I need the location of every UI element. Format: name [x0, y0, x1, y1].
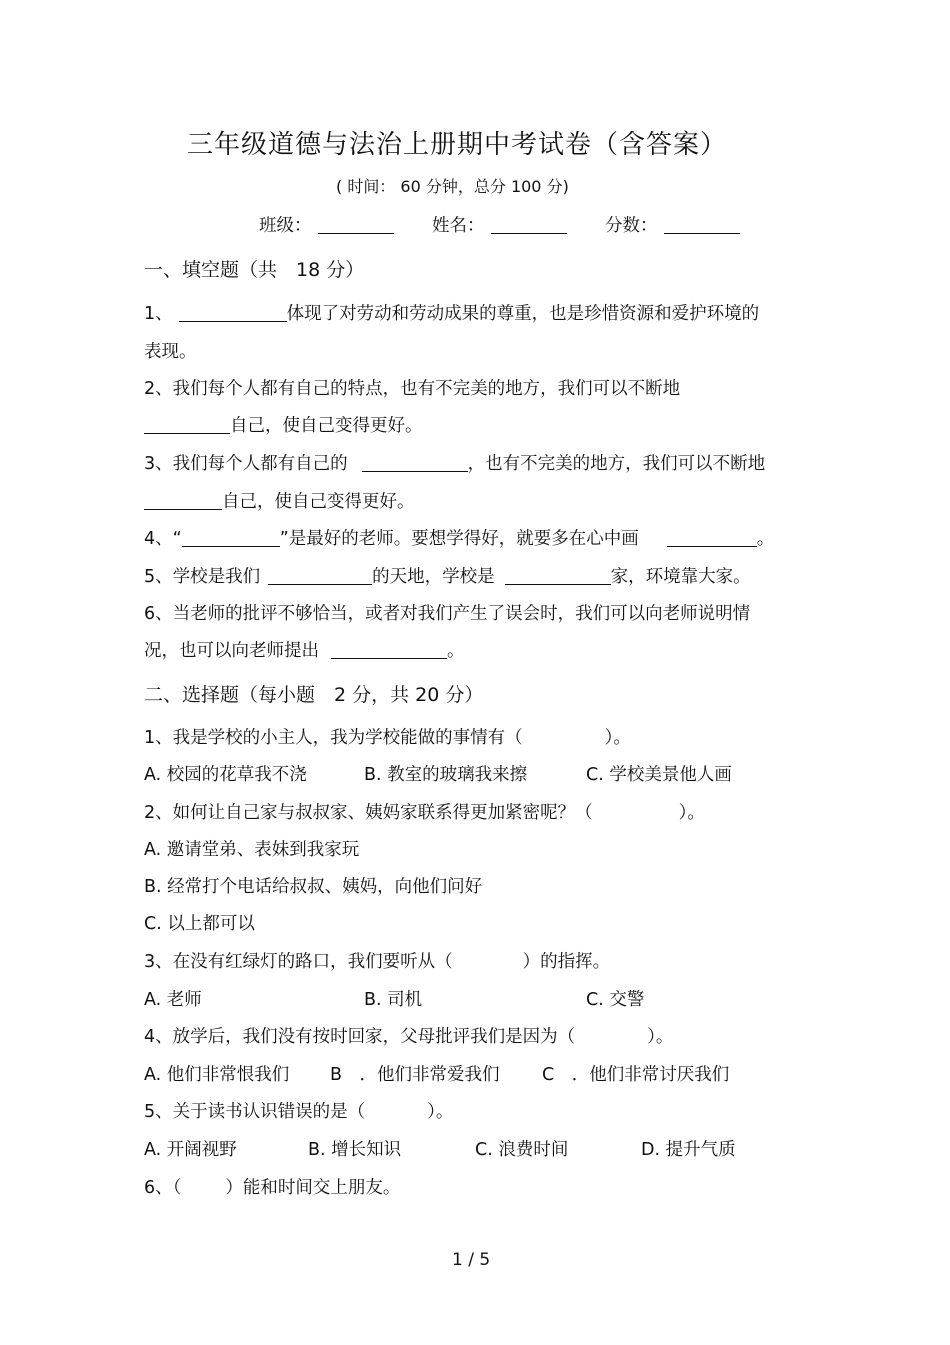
choice-question-2: [144, 799, 705, 824]
q1-end: ）。: [604, 728, 631, 748]
q6-end: ）能和时间交上朋友。: [225, 1178, 401, 1198]
score-blank: [664, 215, 740, 234]
exam-time-info: ( 时间： 60 分钟，总分 100 分): [336, 177, 569, 196]
choice-2-option-b: B. 经常打个电话给叔叔、姨妈，向他们问好: [144, 877, 483, 897]
q4-stem: 4、放学后，我们没有按时回家，父母批评我们是因为（: [144, 1027, 576, 1047]
q2-text: 自己，使自己变得更好。: [230, 416, 423, 436]
score-field: [605, 212, 740, 237]
q1-text: 体现了对劳动和劳动成果的尊重，也是珍惜资源和爱护环境的: [286, 304, 760, 324]
fill-question-3: [144, 450, 765, 475]
q3-text-c: 自己，使自己变得更好。: [222, 492, 415, 512]
q3-stem: 3、在没有红绿灯的路口，我们要听从（: [144, 952, 453, 972]
fill-question-2: 2、我们每个人都有自己的特点，也有不完美的地方，我们可以不断地: [144, 379, 681, 399]
score-label: 分数：: [605, 216, 658, 236]
q4-end: ）。: [647, 1027, 674, 1047]
choice-4-option-b: B ．他们非常爱我们: [330, 1065, 500, 1085]
section-heading-choice: 二、选择题（每小题 2 分，共 20 分）: [144, 684, 484, 706]
choice-1-option-c: C. 学校美景他人画: [586, 765, 732, 785]
name-blank: [491, 215, 567, 234]
blank: [144, 415, 230, 434]
q6-stem: 6、（: [144, 1178, 182, 1198]
choice-5-option-c: C. 浪费时间: [475, 1140, 569, 1160]
choice-3-option-c: C. 交警: [586, 990, 645, 1010]
q5-text-c: 家，环境靠大家。: [610, 567, 751, 587]
page-number: 1 / 5: [452, 1250, 491, 1270]
q2-stem: 2、如何让自己家与叔叔家、姨妈家联系得更加紧密呢？（: [144, 803, 593, 823]
q4-text-b: ”是最好的老师。要想学得好，就要多在心中画: [279, 529, 639, 549]
blank: [268, 566, 372, 585]
class-field: [259, 212, 394, 237]
class-blank: [318, 215, 394, 234]
choice-question-1: [144, 724, 631, 749]
choice-3-option-b: B. 司机: [364, 990, 423, 1010]
choice-5-option-b: B. 增长知识: [308, 1140, 402, 1160]
q1-stem: 1、我是学校的小主人，我为学校能做的事情有（: [144, 728, 523, 748]
choice-5-option-a: A. 开阔视野: [144, 1140, 237, 1160]
class-label: 班级：: [259, 216, 312, 236]
choice-4-option-a: A. 他们非常恨我们: [144, 1065, 290, 1085]
q3-text-b: ，也有不完美的地方，我们可以不断地: [467, 454, 766, 474]
choice-1-option-a: A. 校园的花草我不浇: [144, 765, 307, 785]
q5-end: ）。: [427, 1102, 454, 1122]
name-field: [432, 212, 567, 237]
choice-2-option-a: A. 邀请堂弟、表妹到我家玩: [144, 840, 360, 860]
q5-text-b: 的天地，学校是: [372, 567, 495, 587]
blank: [331, 640, 447, 659]
blank: [144, 491, 222, 510]
fill-question-6-cont: [144, 637, 465, 662]
fill-question-3-cont: [144, 488, 415, 513]
choice-question-4: [144, 1023, 673, 1048]
blank: [505, 566, 611, 585]
fill-question-2-cont: [144, 412, 423, 437]
choice-2-option-c: C. 以上都可以: [144, 914, 255, 934]
q5-text-a: 5、学校是我们: [144, 567, 261, 587]
q5-stem: 5、关于读书认识错误的是（: [144, 1102, 366, 1122]
choice-question-3: [144, 948, 610, 973]
blank: [667, 528, 757, 547]
q6-text-b: 。: [447, 641, 465, 661]
blank: [179, 303, 287, 322]
choice-5-option-d: D. 提升气质: [641, 1140, 736, 1160]
q4-text-c: 。: [756, 529, 775, 549]
blank: [182, 528, 280, 547]
q3-end: ）的指挥。: [522, 952, 611, 972]
q2-end: ）。: [678, 803, 705, 823]
fill-question-1: [144, 300, 759, 325]
choice-question-6: [144, 1174, 400, 1199]
q3-text-a: 3、我们每个人都有自己的: [144, 454, 348, 474]
choice-1-option-b: B. 教室的玻璃我来擦: [364, 765, 528, 785]
q4-text-a: 4、“: [144, 529, 182, 549]
choice-question-5: [144, 1098, 453, 1123]
fill-question-5: [144, 563, 751, 588]
q6-text-a: 况，也可以向老师提出: [144, 641, 319, 661]
fill-question-6: 6、当老师的批评不够恰当，或者对我们产生了误会时，我们可以向老师说明情: [144, 604, 751, 624]
page-title: 三年级道德与法治上册期中考试卷（含答案）: [187, 130, 728, 160]
fill-question-1-cont: 表现。: [144, 342, 197, 362]
choice-4-option-c: C ．他们非常讨厌我们: [542, 1065, 730, 1085]
name-label: 姓名：: [432, 216, 485, 236]
choice-3-option-a: A. 老师: [144, 990, 202, 1010]
fill-question-4: [144, 525, 774, 550]
blank: [362, 453, 468, 472]
q1-number: 1、: [144, 304, 173, 324]
section-heading-fill-in: 一、填空题（共 18 分）: [144, 259, 365, 281]
